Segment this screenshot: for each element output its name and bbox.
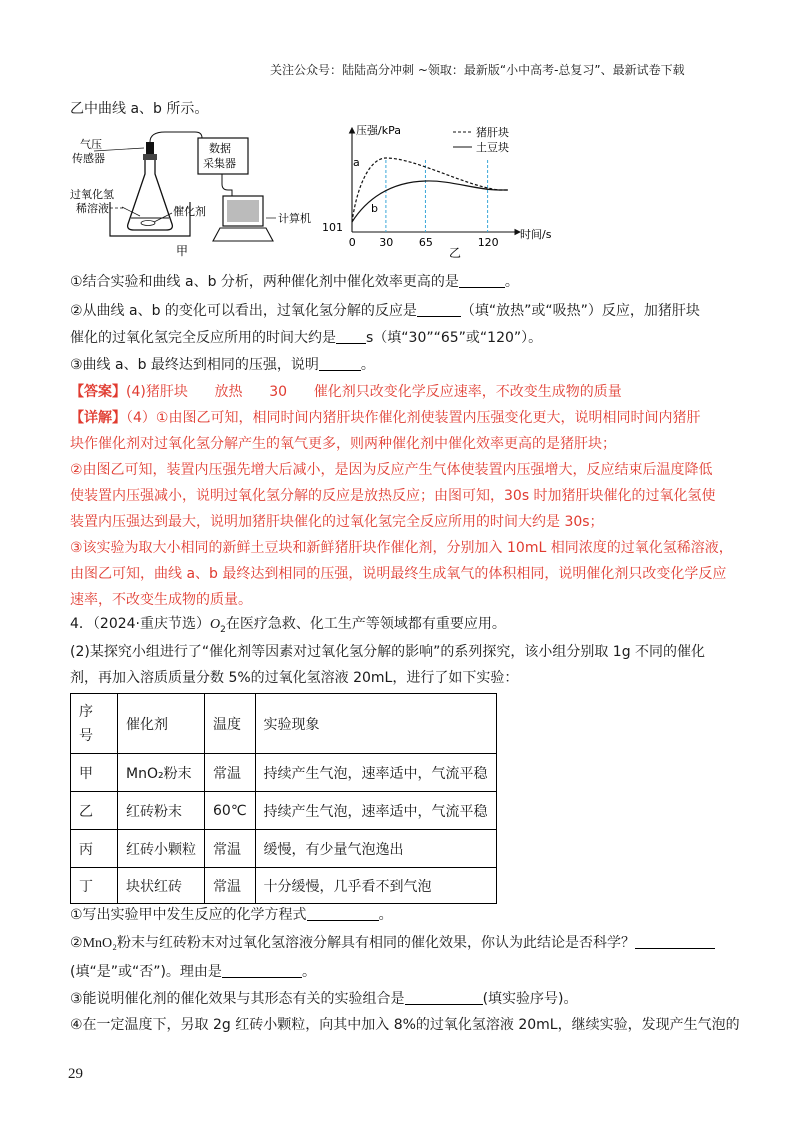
blank-6[interactable] <box>635 934 715 949</box>
x-tick-30: 30 <box>379 236 394 249</box>
computer-keyboard <box>213 228 273 241</box>
collector-label-1: 数据 <box>209 142 231 155</box>
detail-line-3: ②由图乙可知，装置内压强先增大后减小，是因为反应产生气体使装置内压强增大，反应结束后温度降低 <box>70 462 713 478</box>
intro-line: 乙中曲线 a、b 所示。 <box>70 101 209 117</box>
blank-3[interactable] <box>336 329 366 344</box>
blank-4[interactable] <box>319 356 361 371</box>
header-cell-seq: 序号 <box>71 694 118 754</box>
sub-question-1: ①写出实验甲中发生反应的化学方程式 。 <box>70 907 393 923</box>
sensor-head <box>146 142 154 156</box>
detail-line-5: 装置内压强达到最大，说明加猪肝块催化的过氧化氢完全反应所用的时间大约是 30s； <box>70 514 604 530</box>
blank-2[interactable] <box>417 302 461 317</box>
header-cell-phenomenon: 实验现象 <box>255 694 496 754</box>
table-row: 丙 红砖小颗粒 常温 缓慢，有少量气泡逸出 <box>71 830 497 868</box>
curve-label-a: a <box>353 156 360 169</box>
catalyst-label: 催化剂 <box>173 205 206 218</box>
page-number: 29 <box>68 1066 83 1082</box>
sub-question-2-line2: (填“是”或“否”)。理由是 。 <box>70 964 316 980</box>
catalyst-mark <box>141 221 155 226</box>
question-2-line1: ②从曲线 a、b 的变化可以看出，过氧化氢分解的反应是 （填“放热”或“吸热”）反应，加猪肝块 <box>70 303 700 319</box>
legend-liver: 猪肝块 <box>476 126 509 139</box>
experiment-table <box>70 693 497 904</box>
blank-7[interactable] <box>222 963 302 978</box>
flask <box>128 160 173 230</box>
apparatus-diagram <box>70 124 340 259</box>
question-2-line2: 催化的过氧化氢完全反应所用的时间大约是 s（填“30”“65”或“120”）。 <box>70 330 543 346</box>
question-4-part2-line2: 剂，再加入溶质质量分数 5%的过氧化氢溶液 20mL，进行了如下实验： <box>70 670 519 686</box>
detail-line-6: ③该实验为取大小相同的新鲜土豆块和新鲜猪肝块作催化剂，分别加入 10mL 相同浓度的过氧化氢稀溶液， <box>70 540 733 556</box>
figure-caption-yi: 乙 <box>449 246 462 260</box>
figure-caption-jia: 甲 <box>176 244 189 258</box>
detail-line-7: 由图乙可知，曲线 a、b 最终达到相同的压强，说明最终生成氧气的体积相同，说明催化剂只改变化学反应 <box>70 566 727 582</box>
wire-collector <box>222 174 232 196</box>
sub-question-2-line1: ②MnO₂粉末与红砖粉末对过氧化氢溶液分解具有相同的催化效果，你认为此结论是否科学？ <box>70 933 715 954</box>
table-row: 丁 块状红砖 常温 十分缓慢，几乎看不到气泡 <box>71 868 497 904</box>
x-axis-label: 时间/s <box>520 228 552 241</box>
wire-sensor <box>150 132 202 142</box>
curve-label-b: b <box>371 202 378 215</box>
detail-line-1: 【详解】（4）①由图乙可知，相同时间内猪肝块作催化剂使装置内压强变化更大，说明相同时间内猪肝 <box>70 410 701 426</box>
detail-line-2: 块作催化剂对过氧化氢分解产生的氧气更多，则两种催化剂中催化效率更高的是猪肝块； <box>70 436 616 452</box>
detail-line-4: 使装置内压强减小，说明过氧化氢分解的反应是放热反应；由图可知，30s 时加猪肝块催化的过氧化氢使 <box>70 488 716 504</box>
y-tick-101: 101 <box>322 221 343 234</box>
sensor-label-2: 传感器 <box>72 152 105 165</box>
table-row: 甲 MnO₂粉末 常温 持续产生气泡，速率适中，气流平稳 <box>71 754 497 792</box>
computer-label: 计算机 <box>278 212 311 225</box>
page-header: 关注公众号：陆陆高分冲刺 ~领取：最新版“小中高考-总复习”、最新试卷下载 <box>270 63 685 77</box>
x-tick-0: 0 <box>348 236 356 249</box>
x-tick-120: 120 <box>477 236 499 249</box>
detail-line-8: 速率，不改变生成物的质量。 <box>70 592 252 608</box>
header-cell-temp: 温度 <box>205 694 256 754</box>
header-cell-catalyst: 催化剂 <box>118 694 205 754</box>
solution-label-2: 稀溶液 <box>76 202 109 215</box>
table-row: 乙 红砖粉末 60℃ 持续产生气泡，速率适中，气流平稳 <box>71 792 497 830</box>
question-4-part2-line1: (2)某探究小组进行了“催化剂等因素对过氧化氢分解的影响”的系列探究，该小组分别取 1g 不同的催化 <box>70 644 706 660</box>
collector-label-2: 采集器 <box>203 157 236 170</box>
pressure-chart <box>322 120 580 260</box>
solution-label-1: 过氧化氢 <box>70 188 114 201</box>
stopper <box>143 154 157 160</box>
sensor-label-1: 气压 <box>80 138 102 151</box>
blank-8[interactable] <box>405 990 483 1005</box>
question-3: ③曲线 a、b 最终达到相同的压强，说明 。 <box>70 357 375 373</box>
question-4-title: 4．（2024·重庆节选）$O_2$在医疗急救、化工生产等领域都有重要应用。 <box>70 616 506 635</box>
sub-question-4: ④在一定温度下，另取 2g 红砖小颗粒，向其中加入 8%的过氧化氢溶液 20mL，继续实验，发现产生气泡的 <box>70 1017 740 1033</box>
sub-question-3: ③能说明催化剂的催化效果与其形态有关的实验组合是 (填实验序号)。 <box>70 991 578 1007</box>
blank-5[interactable] <box>307 906 379 921</box>
table-header-row <box>71 694 497 754</box>
question-1: ①结合实验和曲线 a、b 分析，两种催化剂中催化效率更高的是 。 <box>70 274 519 290</box>
legend-potato: 土豆块 <box>476 141 509 154</box>
blank-1[interactable] <box>459 273 505 288</box>
answer-line: 【答案】(4)猪肝块 放热 30 催化剂只改变化学反应速率，不改变生成物的质量 <box>70 384 622 400</box>
y-axis-label: 压强/kPa <box>356 124 401 137</box>
x-tick-65: 65 <box>418 236 433 249</box>
